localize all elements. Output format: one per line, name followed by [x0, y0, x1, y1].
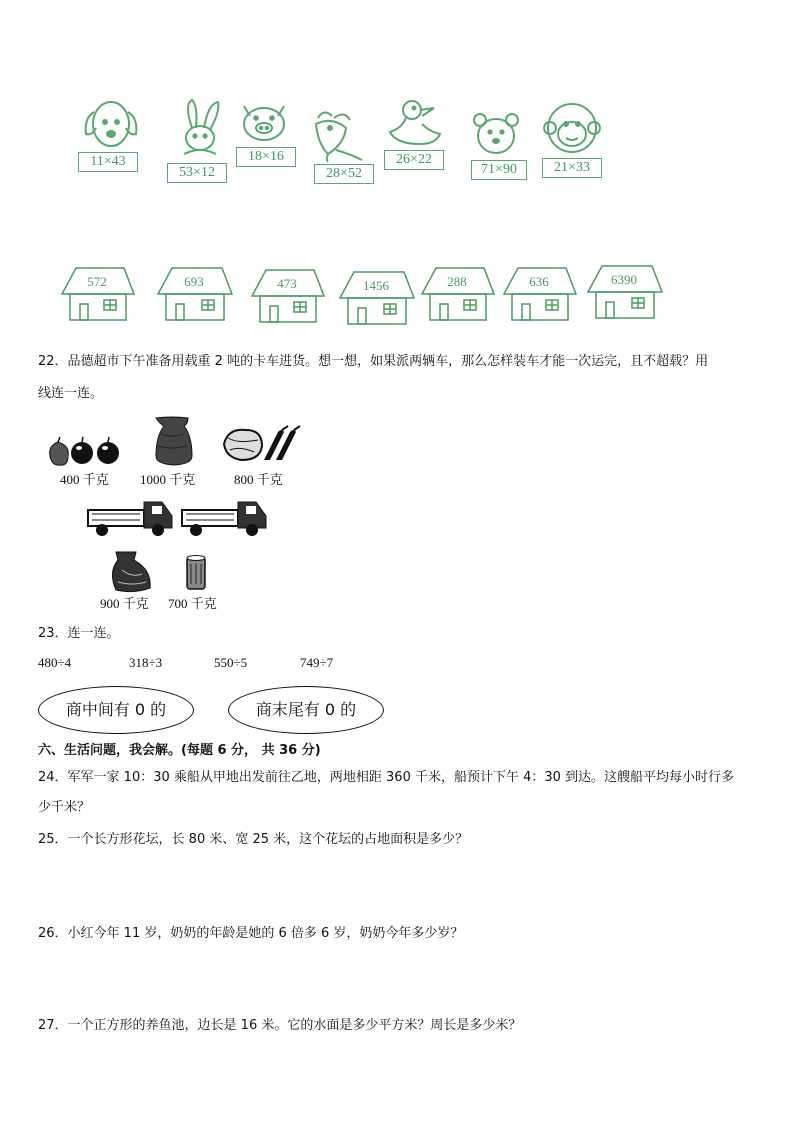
house-number: 473 — [277, 276, 297, 291]
house-icon — [58, 264, 136, 322]
vegetable-icon — [220, 424, 302, 464]
sack-goods — [148, 416, 196, 466]
expr-card: 71×90 — [471, 160, 527, 180]
q24-line1: 24．军军一家 10：30 乘船从甲地出发前往乙地，两地相距 360 千米，船预计下午 4：30 到达。这艘船平均每小时行多 — [38, 770, 735, 785]
house-number: 6390 — [611, 272, 637, 287]
duck-icon — [384, 98, 444, 148]
house — [154, 264, 234, 322]
goods-weight: 800 千克 — [234, 472, 283, 487]
oval-trailing-zero[interactable]: 商末尾有 0 的 — [228, 686, 384, 734]
q26-text: 26．小红今年 11 岁，奶奶的年龄是她的 6 倍多 6 岁，奶奶今年多少岁？ — [38, 926, 464, 941]
truck-icon — [180, 498, 270, 538]
monkey-icon — [540, 100, 604, 160]
goods-weight: 900 千克 — [100, 596, 149, 611]
goods-weight: 700 千克 — [168, 596, 217, 611]
section-heading: 六、生活问题，我会解。(每题 6 分， 共 36 分) — [38, 743, 321, 758]
truck-2 — [180, 498, 270, 538]
house-number: 572 — [87, 274, 107, 289]
expr-card: 53×12 — [167, 163, 227, 183]
q27-text: 27．一个正方形的养鱼池，边长是 16 米。它的水面是多少平方米？周长是多少米？ — [38, 1018, 522, 1033]
can-icon — [184, 554, 208, 592]
truck-icon — [86, 498, 176, 538]
q23-title: 23．连一连。 — [38, 626, 120, 641]
house-icon — [336, 268, 416, 326]
q22-text-line1: 22．品德超市下午准备用载重 2 吨的卡车进货。想一想，如果派两辆车，那么怎样装车才能一次运完，且不超载？用 — [38, 354, 709, 369]
goods-weight: 400 千克 — [60, 472, 109, 487]
expression-1[interactable]: 480÷4 — [38, 655, 72, 670]
expression-2[interactable]: 318÷3 — [129, 655, 163, 670]
animal-duck — [384, 98, 444, 148]
house — [248, 266, 326, 324]
house — [336, 268, 416, 326]
bear-icon — [468, 110, 524, 160]
animal-monkey — [540, 100, 604, 160]
fruit-goods — [46, 436, 122, 466]
house-number: 288 — [447, 274, 467, 289]
vegetable-goods — [220, 424, 302, 464]
bag-goods — [106, 548, 154, 594]
expression-4[interactable]: 749÷7 — [300, 655, 334, 670]
animal-rabbit — [170, 98, 230, 160]
q24-line2: 少千米？ — [38, 800, 91, 815]
house-icon — [584, 262, 664, 320]
expr-card: 18×16 — [236, 147, 296, 167]
house-icon — [154, 264, 234, 322]
expr-card: 26×22 — [384, 150, 444, 170]
expr-card: 28×52 — [314, 164, 374, 184]
house — [500, 264, 578, 322]
house-icon — [248, 266, 326, 324]
house-number: 693 — [184, 274, 204, 289]
q25-text: 25．一个长方形花坛，长 80 米、宽 25 米，这个花坛的占地面积是多少？ — [38, 832, 469, 847]
fruit-icon — [46, 436, 122, 466]
house — [418, 264, 496, 322]
house — [584, 262, 664, 320]
truck-1 — [86, 498, 176, 538]
goat-icon — [306, 106, 372, 164]
expr-card: 11×43 — [78, 152, 138, 172]
house-number: 636 — [529, 274, 549, 289]
house-icon — [500, 264, 578, 322]
pig-icon — [236, 98, 292, 144]
bag-icon — [106, 548, 154, 594]
house-icon — [418, 264, 496, 322]
oval-middle-zero[interactable]: 商中间有 0 的 — [38, 686, 194, 734]
q22-text-line2: 线连一连。 — [38, 386, 104, 401]
animal-bear — [468, 110, 524, 160]
goods-weight: 1000 千克 — [140, 472, 196, 487]
sack-icon — [148, 416, 196, 466]
rabbit-icon — [170, 98, 230, 160]
animal-pig — [236, 98, 292, 144]
expression-3[interactable]: 550÷5 — [214, 655, 248, 670]
dog-icon — [78, 98, 144, 154]
animal-goat — [306, 106, 372, 164]
expr-card: 21×33 — [542, 158, 602, 178]
house — [58, 264, 136, 322]
house-number: 1456 — [363, 278, 389, 293]
can-goods — [184, 554, 208, 592]
